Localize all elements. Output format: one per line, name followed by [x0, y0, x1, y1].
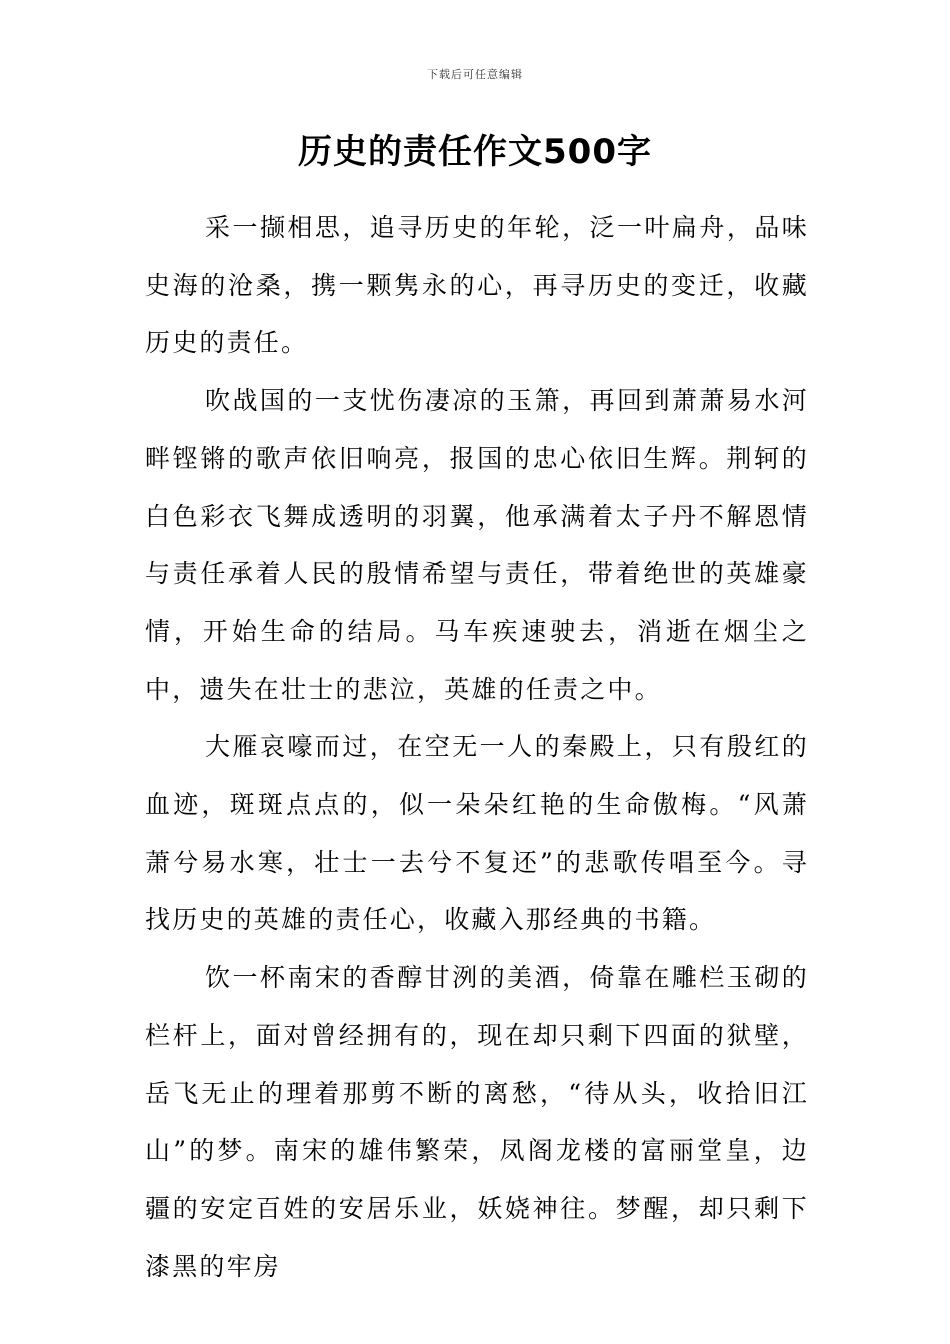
paragraph: 大雁哀嚎而过，在空无一人的秦殿上，只有殷红的血迹，斑斑点点的，似一朵朵红艳的生命傲梅。“风萧萧兮易水寒，壮士一去兮不复还”的悲歌传唱至今。寻找历史的英雄的责任心，收藏入那经典的书籍。	[145, 732, 809, 935]
paragraph: 吹战国的一支忧伤凄凉的玉箫，再回到萧萧易水河畔铿锵的歌声依旧响亮，报国的忠心依旧生辉。荆轲的白色彩衣飞舞成透明的羽翼，他承满着太子丹不解恩情与责任承着人民的殷情希望与责任，带着绝世的英雄豪情，开始生命的结局。马车疾速驶去，消逝在烟尘之中，遗失在壮士的悲泣，英雄的任责之中。	[145, 386, 809, 704]
document-body	[145, 199, 809, 1295]
paragraph: 饮一杯南宋的香醇甘洌的美酒，倚靠在雕栏玉砌的栏杆上，面对曾经拥有的，现在却只剩下四面的狱壁，岳飞无止的理着那剪不断的离愁，“待从头，收拾旧江山”的梦。南宋的雄伟繁荣，凤阁龙楼的富丽堂皇，边疆的安定百姓的安居乐业，妖娆神往。梦醒，却只剩下漆黑的牢房	[145, 963, 809, 1281]
document-title: 历史的责任作文500字	[298, 132, 652, 172]
paragraph: 采一撷相思，追寻历史的年轮，泛一叶扁舟，品味史海的沧桑，携一颗隽永的心，再寻历史的变迁，收藏历史的责任。	[145, 213, 809, 358]
header-note: 下载后可任意编辑	[427, 68, 523, 81]
